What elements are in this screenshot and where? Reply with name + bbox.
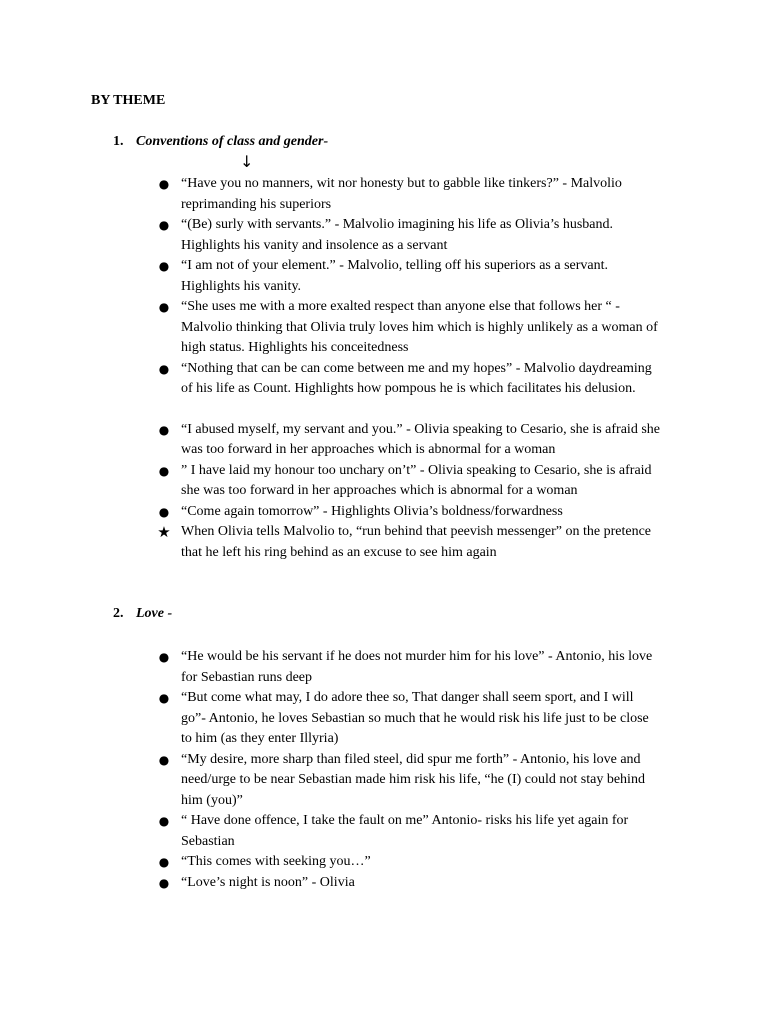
list-item-text: “He would be his servant if he does not murder him for his love” - Antonio, his love for Sebastian runs deep	[181, 649, 653, 685]
list-item-text: When Olivia tells Malvolio to, “run behind that peevish messenger” on the pretence that he left his ring behind as an excuse to see him again	[181, 524, 652, 560]
bullet-icon: ●	[158, 875, 170, 890]
list-item	[0, 215, 661, 256]
list-item-text: “ Have done offence, I take the fault on me” Antonio- risks his life yet again for Sebastian	[181, 813, 629, 849]
list-item	[0, 873, 661, 894]
bullet-icon: ●	[158, 814, 170, 828]
section-number: 1.	[113, 134, 124, 149]
bullet-icon: ●	[158, 463, 170, 478]
bullet-icon: ●	[158, 691, 170, 705]
bullet-icon: ●	[158, 855, 170, 869]
star-icon: ★	[157, 523, 171, 541]
list-item	[0, 852, 661, 873]
bullet-icon: ●	[158, 300, 170, 314]
list-item	[0, 647, 661, 688]
list-item	[0, 811, 661, 852]
section-2-list	[0, 647, 768, 893]
bullet-icon: ●	[158, 752, 170, 767]
list-item-text: “But come what may, I do adore thee so, That danger shall seem sport, and I will go”- Antonio, he loves Sebastian so much that he would risk his life just to be close to him (as they enter Illyria)	[181, 690, 649, 746]
list-item	[0, 688, 661, 750]
list-item	[0, 256, 661, 297]
down-arrow-icon: ↓	[240, 152, 254, 171]
page-heading: BY THEME	[91, 93, 166, 108]
list-item-text: ” I have laid my honour too unchary on’t” - Olivia speaking to Cesario, she is afraid she was too forward in her approaches which is abnormal for a woman	[181, 462, 652, 498]
list-item-text: “She uses me with a more exalted respect than anyone else that follows her “ - Malvolio thinking that Olivia truly loves him which is highly unlikely as a woman of high status. Highlights his conceitedness	[181, 299, 658, 355]
list-item	[0, 420, 661, 461]
section-title-text: Love -	[136, 606, 173, 621]
bullet-icon: ●	[158, 504, 170, 519]
section-1-list	[0, 174, 768, 563]
list-item-text: “Love’s night is noon” - Olivia	[181, 874, 355, 890]
bullet-icon: ●	[158, 259, 170, 273]
list-item	[0, 750, 661, 812]
list-item-text: “I abused myself, my servant and you.” - Olivia speaking to Cesario, she is afraid she was too forward in her approaches which is abnormal for a woman	[181, 421, 660, 457]
list-spacer	[0, 400, 661, 420]
bullet-icon: ●	[158, 650, 170, 664]
list-item-text: “I am not of your element.” - Malvolio, telling off his superiors as a servant. Highlights his vanity.	[181, 258, 609, 294]
bullet-icon: ●	[158, 361, 170, 376]
list-item	[0, 461, 661, 502]
list-item-text: “Have you no manners, wit nor honesty but to gabble like tinkers?” - Malvolio reprimanding his superiors	[181, 176, 622, 212]
section-title-love	[113, 606, 172, 622]
list-item-text: “Come again tomorrow” - Highlights Olivia’s boldness/forwardness	[181, 503, 563, 519]
section-title-text: Conventions of class and gender-	[136, 134, 329, 149]
list-item	[0, 359, 661, 400]
list-item-text: “This comes with seeking you…”	[181, 854, 371, 869]
section-number: 2.	[113, 606, 124, 621]
list-item-text: “(Be) surly with servants.” - Malvolio imagining his life as Olivia’s husband. Highlights his vanity and insolence as a servant	[181, 217, 613, 253]
list-item-text: “My desire, more sharp than filed steel, did spur me forth” - Antonio, his love and need/urge to be near Sebastian made him risk his life, “he (I) could not stay behind him (you)”	[181, 751, 645, 808]
list-item	[0, 297, 661, 359]
bullet-icon: ●	[158, 177, 170, 191]
section-title-class-gender	[113, 134, 328, 150]
list-item	[0, 502, 661, 523]
bullet-icon: ●	[158, 422, 170, 437]
bullet-icon: ●	[158, 218, 170, 232]
list-item-text: “Nothing that can be can come between me and my hopes” - Malvolio daydreaming of his life as Count. Highlights how pompous he is which facilitates his delusion.	[181, 360, 652, 396]
list-item	[0, 174, 661, 215]
list-item-star	[0, 522, 661, 563]
